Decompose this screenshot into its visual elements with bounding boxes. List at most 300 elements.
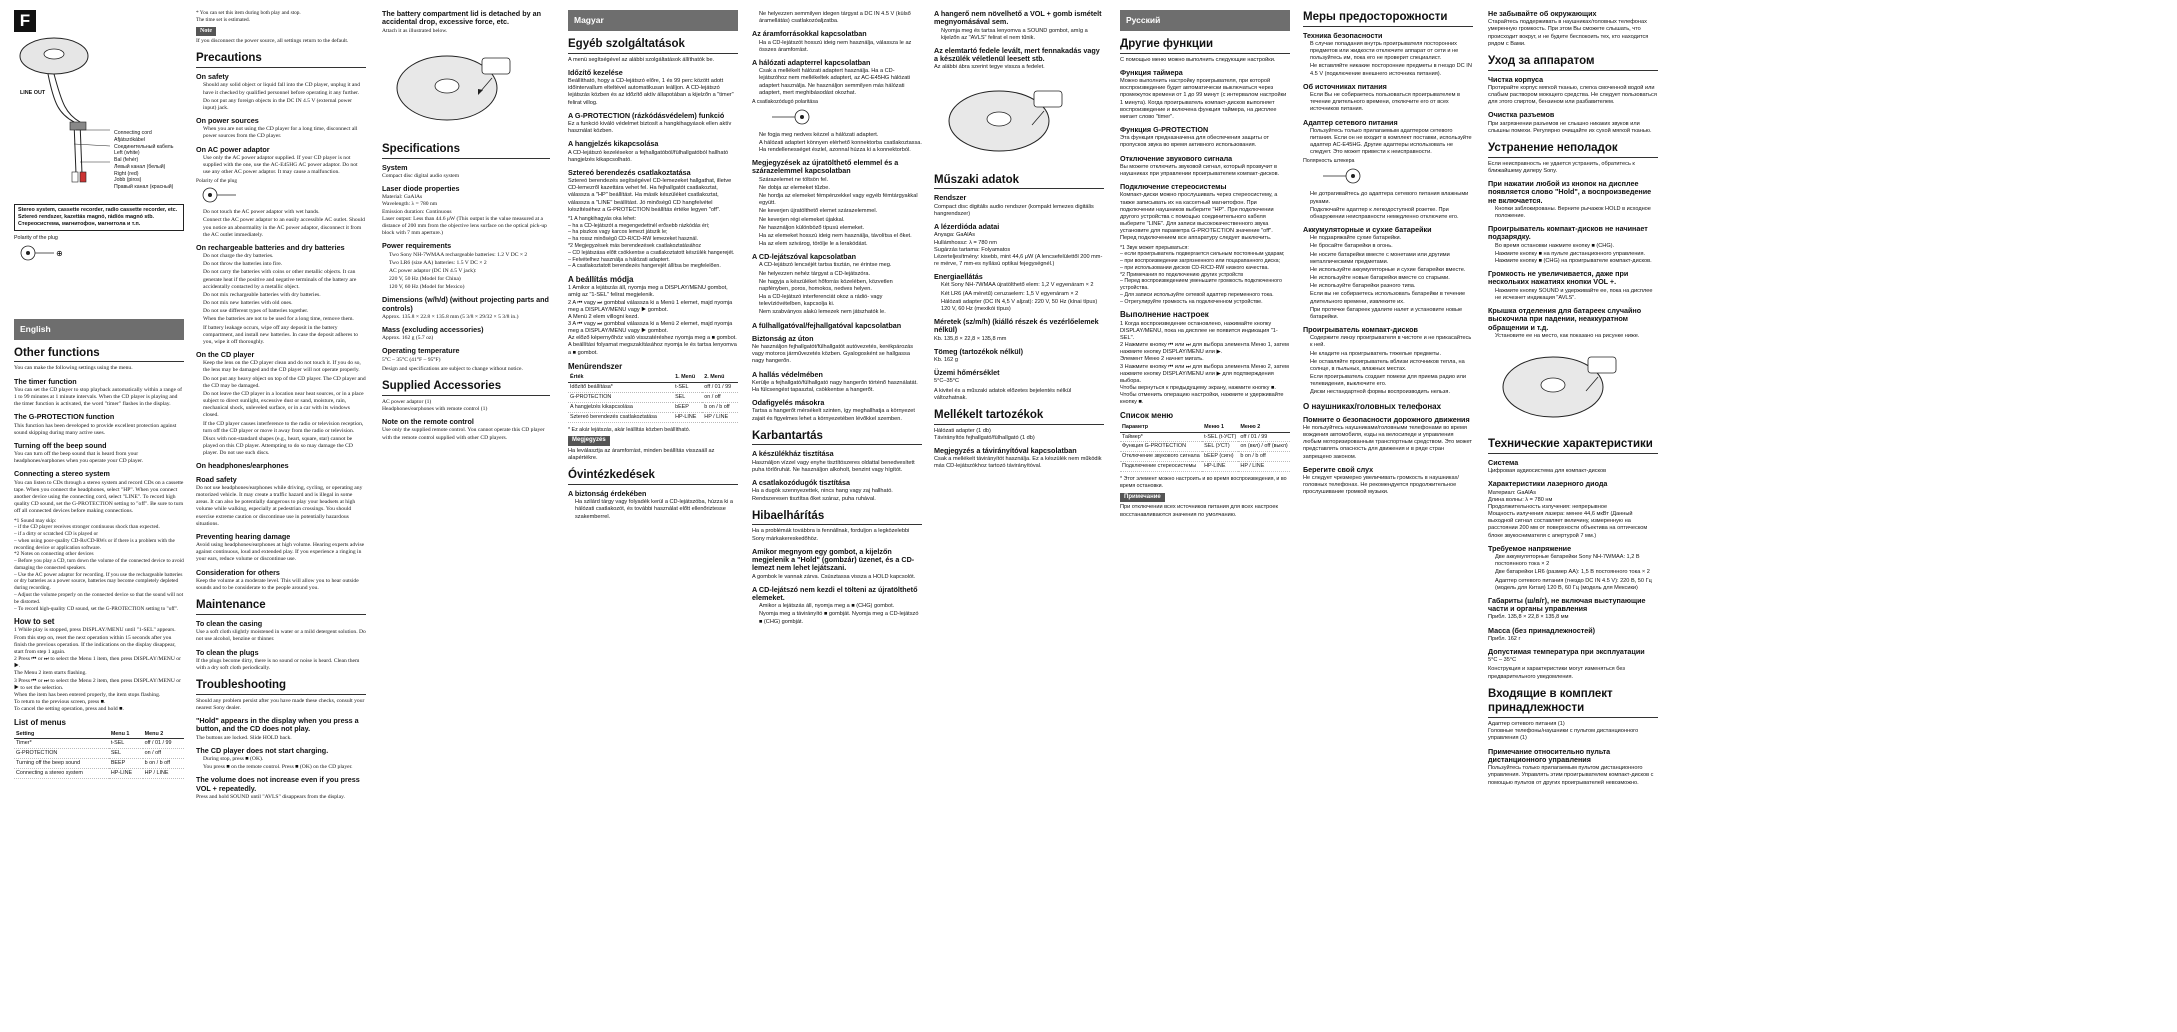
- heading: Mellékelt tartozékok: [934, 408, 1104, 425]
- section-band-english: English: [14, 319, 184, 340]
- note-line: – Отрегулируйте громкость на подключенном устройстве.: [1120, 298, 1263, 305]
- list-item: • Amikor a lejátszás áll, nyomja meg a ■ (CHG) gombot.: [759, 603, 922, 610]
- paragraph: Material: GaAlAs Wavelength: λ = 780 nm Emission duration: Continuous Laser output: Less than 44.6 μW (This output is the value measured at a distance of 200 mm from the objective lens surface on the optical pick-up block with 7 mm aperture.): [382, 194, 547, 237]
- heading: Адаптер сетевого питания: [1303, 117, 1398, 127]
- list-item: • Две аккумуляторные батарейки Sony NH-7WMAA: 1,2 В постоянного тока × 2: [1495, 554, 1658, 568]
- list-item: • When you are not using the CD player for a long time, disconnect all power sources from the CD player.: [203, 126, 366, 140]
- bullet-list: [934, 282, 1104, 313]
- heading: Об источниках питания: [1303, 81, 1387, 91]
- list-item: • Адаптер сетевого питания (гнездо DC IN 4.5 V): 220 В, 50 Гц (модель для Китая) 120 В, 60 Гц (модель для Мексики): [1495, 578, 1658, 592]
- table-header: 2. Menü: [702, 373, 738, 382]
- heading-road-safety: Road safety: [196, 474, 237, 484]
- table-header: Menu 1: [109, 730, 143, 739]
- paragraph: Цифровая аудиосистема для компакт-дисков: [1488, 468, 1607, 475]
- paragraph: При отключении всех источников питания для всех настроек восстанавливаются значения по умолчанию.: [1120, 504, 1278, 518]
- paragraph: Материал: GaAlAs Длина волны: λ = 780 нм Продолжительность излучения: непрерывное Мощность излучения лазера: менее 44,6 мкВт (Данный выходной сигнал составляет величину, измеренную на расстоянии 200 мм от поверхности объектива на оптическом блоке звукоснимателя с апертурой 7 мм.): [1488, 489, 1648, 539]
- note-line: – if the CD player receives stronger continuous shock than expected.: [14, 524, 160, 531]
- step: Az előző képernyőhöz való visszatéréshez nyomja meg a ■ gombot.: [568, 335, 737, 342]
- heading-other-functions: Other functions: [14, 346, 184, 363]
- heading: Méretek (sz/m/h) (kiálló részek és vezérlőelemek nélkül): [934, 317, 1099, 335]
- list-item: • Не кладите на проигрыватель тяжелые предметы.: [1310, 351, 1473, 358]
- table-cell: t-SEL (t-УСТ): [1202, 432, 1238, 442]
- paragraph: Avoid using headphones/earphones at high volume. Hearing experts advise against continuous, loud and extended play. If you experience a ringing in your ears, reduce volume or discontinue use.: [196, 542, 365, 563]
- bullet-list: [196, 155, 366, 176]
- notes-list: [1120, 245, 1290, 306]
- bullet-list: [1488, 333, 1658, 340]
- battery-lid-illustration: [382, 40, 532, 130]
- bullet-list: [382, 252, 550, 292]
- paragraph: The buttons are locked. Slide HOLD back.: [196, 734, 292, 741]
- callout: Afjátszókábel: [114, 136, 145, 143]
- column-7: [1120, 10, 1290, 1022]
- heading: A hangjelzés kikapcsolása: [568, 139, 659, 149]
- heading-system: System: [382, 162, 408, 172]
- table-row: [14, 739, 184, 749]
- list-item: • Кнопки заблокированы. Верните рычажок HOLD в исходное положение.: [1495, 206, 1658, 220]
- step: The Menu 2 item starts flashing.: [14, 670, 87, 677]
- paragraph: If you disconnect the power source, all settings return to the default.: [196, 38, 349, 45]
- heading: При нажатии любой из кнопок на дисплее появляется слово "Hold", а воспроизведение не включается.: [1488, 179, 1652, 205]
- step: From this step on, reset the next operation within 15 seconds after you finish the previous operation. If the indications on the display disappear, start from step 1 again.: [14, 634, 176, 655]
- plug-polarity-icon: [1303, 165, 1373, 187]
- heading-beep: Turning off the beep sound: [14, 440, 107, 450]
- callout: Right (red): [114, 170, 139, 177]
- note-line: – Перед воспроизведением уменьшите громкость подключенного устройства.: [1120, 278, 1282, 292]
- table-cell: SEL: [673, 392, 702, 402]
- heading-power-requirements: Power requirements: [382, 241, 452, 251]
- step: To cancel the setting operation, press and hold ■.: [14, 706, 124, 713]
- list-item: • Не дотрагивайтесь до адаптера сетевого питания влажными руками.: [1310, 191, 1473, 205]
- table-row: [14, 769, 184, 779]
- list-item: • Ne helyezzen nehéz tárgyat a CD-lejátszóra.: [759, 271, 922, 278]
- heading: Список меню: [1120, 411, 1174, 421]
- heading-precautions: Precautions: [196, 51, 366, 68]
- list-item: • Keep the lens on the CD player clean and do not touch it. If you do so, the lens may be damaged and the CD player will not operate properly.: [203, 360, 366, 374]
- heading: A fülhallgatóval/fejhallgatóval kapcsolatban: [752, 320, 902, 330]
- list-item: • Do not put any heavy object on top of the CD player. The CD player and the CD may be damaged.: [203, 376, 366, 390]
- steps-list: [1120, 321, 1290, 407]
- list-item: • Не оставляйте проигрыватель вблизи источников тепла, на солнце, в пыльных, влажных местах.: [1310, 359, 1473, 373]
- callout: Правый канал (красный): [114, 184, 174, 190]
- list-item: • Нажмите кнопку ■ на пульте дистанционного управления. Нажмите кнопку ■ (CHG) на проигрывателе компакт-дисков.: [1495, 251, 1658, 265]
- note-line: *2 Notes on connecting other devices: [14, 551, 94, 558]
- heading-no-charging: The CD player does not start charging.: [196, 745, 329, 755]
- heading: Megjegyzés a távirányítóval kapcsolatban: [934, 445, 1077, 455]
- table-cell: A hangjelzés kikapcsolása: [568, 402, 673, 412]
- note-line: – при использовании дисков CD-R/CD-RW низкого качества.: [1120, 264, 1269, 271]
- heading: A beállítás módja: [568, 275, 634, 285]
- paragraph: Ha a problémák továbbra is fennállnak, forduljon a legközelebbi Sony márkakereskedőhöz.: [752, 528, 910, 542]
- callout: Bal (fehér): [114, 157, 139, 163]
- paragraph: You can make the following settings using the menu.: [14, 365, 133, 372]
- plug-polarity-icon: [752, 106, 822, 128]
- note-line: – при воспроизведении загрязненного или поцарапанного диска;: [1120, 258, 1281, 265]
- heading-list-of-menus: List of menus: [14, 718, 67, 728]
- menu-table: [568, 373, 738, 423]
- paragraph: Press and hold SOUND until "AVLS" disappears from the display.: [196, 794, 345, 800]
- list-item: • Если вы не собираетесь использовать батарейки в течение длительного времени, извлеките их.: [1310, 291, 1473, 305]
- paragraph: AC power adaptor (1) Headphones/earphones with remote control (1): [382, 398, 488, 412]
- note-line: – Adjust the volume properly on the connected device so that the sound will not be distorted.: [14, 591, 184, 605]
- heading-hold: "Hold" appears in the display when you press a button, and the CD does not play.: [196, 716, 359, 734]
- heading: О наушниках/головных телефонах: [1303, 401, 1442, 411]
- heading: Az áramforrásokkal kapcsolatban: [752, 29, 867, 39]
- step: 1 Когда воспроизведение остановлено, нажимайте кнопку DISPLAY/MENU, пока на дисплее не появится индикация "1-SEL".: [1120, 320, 1278, 341]
- paragraph: Не следует чрезмерно увеличивать громкость в наушниках/головных телефонах. Не рекомендуется продолжительное прослушивание громкой музыки.: [1303, 475, 1459, 496]
- step: A beállítási folyamat megszakításához nyomja le és tartsa lenyomva a ■ gombot.: [568, 342, 737, 356]
- heading: A lézerdióda adatai: [934, 222, 1000, 232]
- heading: Megjegyzések az újratölthető elemmel és a szárazelemmel kapcsolatban: [752, 158, 899, 176]
- heading-how-to-set: How to set: [14, 617, 55, 627]
- list-item: • A hálózati adaptert könnyen elérhető konnektorba csatlakoztassa. Ha rendellenességet észlel, azonnal húzza ki a konnektorból.: [759, 140, 922, 154]
- heading-specifications: Specifications: [382, 142, 550, 159]
- heading: Громкость не увеличивается, даже при нескольких нажатиях кнопки VOL +.: [1488, 269, 1629, 287]
- paragraph: Не пользуйтесь наушниками/головными телефонами во время вождения автомобиля, езды на велосипеде и управления любым моторизированным транспортным средством. Это может представлять опасность для движения и в ряде стран запрещено законом.: [1303, 424, 1472, 460]
- list-item: • Во время остановки нажмите кнопку ■ (CHG).: [1495, 243, 1658, 250]
- list-item: • При протечке батареек удалите налет и установите новые батарейки.: [1310, 307, 1473, 321]
- bullet-list: [1488, 243, 1658, 265]
- table-row: [1120, 442, 1290, 452]
- list-item: • Если Вы не собираетесь пользоваться проигрывателем в течение длительного времени, отключите его от всех источников питания.: [1310, 92, 1473, 113]
- paragraph: Конструкция и характеристики могут изменяться без предварительного уведомления.: [1488, 666, 1625, 680]
- table-cell: Отключение звукового сигнала: [1120, 452, 1202, 462]
- steps-list: [568, 285, 738, 357]
- list-item: • Если проигрыватель создает помехи для приема радио или телевидения, выключите его.: [1310, 374, 1473, 388]
- heading: Система: [1488, 457, 1519, 467]
- list-item: • Connect the AC power adaptor to an easily accessible AC outlet. Should you notice an abnormality in the AC power adaptor, disconnect it from the AC outlet immediately.: [203, 217, 366, 238]
- list-item: • Use only the AC power adaptor supplied. If your CD player is not supplied with the one, use the AC-E45HG AC power adaptor. Do not use any other AC power adaptor. It may cause a malfunction.: [203, 155, 366, 176]
- table-cell: HP-LINE: [673, 412, 702, 422]
- paragraph: Hálózati adapter (1 db) Távirányítós fejhallgató/fülhallgató (1 db): [934, 427, 1035, 441]
- heading: Устранение неполадок: [1488, 141, 1658, 158]
- paragraph: A gombok le vannak zárva. Csúsztassa vissza a HOLD kapcsolót.: [752, 573, 916, 580]
- callout: Левый канал (белый): [114, 163, 166, 170]
- heading: Другие функции: [1120, 37, 1290, 54]
- polarity-label: Polarity of the plug: [14, 234, 58, 241]
- heading: Sztereó berendezés csatlakoztatása: [568, 167, 691, 177]
- list-item: • When the batteries are not to be used for a long time, remove them.: [203, 316, 366, 323]
- bullet-list: [752, 177, 922, 248]
- callout: Connecting cord: [114, 130, 152, 136]
- list-item: • Do not mix new batteries with old ones.: [203, 300, 366, 307]
- notes-list: [14, 518, 184, 613]
- heading-supplied-accessories: Supplied Accessories: [382, 379, 550, 396]
- heading-battery-lid: The battery compartment lid is detached by an accidental drop, excessive force, etc.: [382, 10, 541, 27]
- callout: Jobb (piros): [114, 177, 142, 184]
- heading: Időzítő kezelése: [568, 67, 623, 77]
- list-item: • Two LR6 (size AA) batteries: 1.5 V DC × 2: [389, 260, 550, 267]
- paragraph: Az alábbi ábra szerint tegye vissza a fedelet.: [934, 64, 1045, 71]
- bullet-list: [196, 126, 366, 140]
- paragraph: Пользуйтесь только прилагаемым пультом дистанционного управления. Управлять этим проигрывателем компакт-дисков с помощью пультов от других проигрывателей невозможно.: [1488, 765, 1654, 786]
- paragraph: Használjon vízzel vagy enyhe tisztítószeres oldattal benedvesített puha törlőruhát. Ne használjon alkoholt, benzint vagy hígítót.: [752, 459, 915, 473]
- bullet-list: [934, 28, 1104, 42]
- table-cell: G-PROTECTION: [568, 392, 673, 402]
- polarity-label: Polarity of the plug: [196, 178, 238, 185]
- paragraph: You can listen to CDs through a stereo system and record CDs on a cassette tape. When you connect the headphones, select "HP". When you connect another device using the connecting cord, select "LINE". To record high quality CD sound, set the G-PROTECTION setting to "off". Be sure to turn off all connected devices before making connections.: [14, 479, 184, 515]
- battery-lid-illustration: [1488, 345, 1638, 425]
- table-header: Меню 2: [1238, 423, 1290, 432]
- paragraph: Старайтесь поддерживать в наушниках/головных телефонах умеренную громкость. При этом Вы сможете слышать, что происходит вокруг, и не будете беспокоить тех, кто находится рядом с Вами.: [1488, 19, 1649, 47]
- table-header: Menu 2: [143, 730, 184, 739]
- heading-remote-note: Note on the remote control: [382, 417, 474, 427]
- table-cell: b on / b off: [702, 402, 738, 412]
- table-cell: HP / LINE: [1238, 462, 1290, 472]
- steps-list: [14, 627, 184, 713]
- heading-ac-adaptor: On AC power adaptor: [196, 144, 270, 154]
- paragraph: Прибл. 135,8 × 22,8 × 135,8 мм: [1488, 614, 1569, 621]
- list-item: • Не используйте батарейки разного типа.: [1310, 283, 1473, 290]
- list-item: • Do not charge the dry batteries.: [203, 253, 366, 260]
- table-cell: on / off: [702, 392, 738, 402]
- list-item: • Szárazelemet ne töltsön fel.: [759, 177, 922, 184]
- heading: Отключение звукового сигнала: [1120, 153, 1233, 163]
- paragraph: Attach it as illustrated below.: [382, 27, 448, 34]
- heading-headphones: On headphones/earphones: [196, 461, 289, 471]
- paragraph: Design and specifications are subject to change without notice.: [382, 365, 523, 372]
- battery-lid-illustration: [934, 77, 1084, 161]
- table-cell: off / 01 / 99: [143, 739, 184, 749]
- list-item: • Do not use different types of batteries together.: [203, 308, 366, 315]
- list-item: • Csak a mellékelt hálózati adaptert használja. Ha a CD-lejátszóhoz nem mellékeltek adaptert, az AC-E45HG hálózati adaptert használja. Ne használjon semmilyen más hálózati adaptert, mert meghibásodást okozhat.: [759, 68, 922, 97]
- table-cell: Turning off the beep sound: [14, 759, 109, 769]
- heading: Очистка разъемов: [1488, 110, 1555, 120]
- heading: A CD-lejátszó nem kezdi el tölteni az újratölthető elemeket.: [752, 584, 918, 602]
- step: Элемент Меню 2 начнет мигать.: [1120, 356, 1204, 363]
- note-line: *1 A hangkihagyás oka lehet:: [568, 215, 637, 222]
- column-1: [14, 10, 184, 1022]
- table-header: Параметр: [1120, 423, 1202, 432]
- table-cell: HP / LINE: [143, 769, 184, 779]
- heading: Не забывайте об окружающих: [1488, 10, 1597, 18]
- polarity-label: Полярность штекера: [1303, 158, 1355, 165]
- table-cell: off / 01 / 99: [1238, 432, 1290, 442]
- step: A Menü 2 elem villogni kezd.: [568, 313, 639, 320]
- heading: Tömeg (tartozékok nélkül): [934, 346, 1024, 356]
- heading: Energiaellátás: [934, 272, 983, 282]
- bullet-list: [1488, 288, 1658, 302]
- paragraph: A kivitel és a műszaki adatok előzetes bejelentés nélkül változhatnak.: [934, 387, 1072, 401]
- list-item: • Не бросайте батарейки в огонь.: [1310, 243, 1473, 250]
- list-item: • Nem szabványos alakú lemezek nem játszhatók le.: [759, 309, 922, 316]
- list-item: • Ha a CD-lejátszót hosszú ideig nem használja, válassza le az összes áramforrást.: [759, 40, 922, 54]
- paragraph: Sztereó berendezés segítségével CD-lemezeket hallgathat, illetve CD-lemezről kazettára vehet fel. Ha fejhallgatót csatlakoztat, válassza a "HP" beállítást. Ha másik készüléket csatlakoztat, válassza a "LINE" beállítást. Jó minőségű CD hangfelvétel készítéséhez a G-PROTECTION beállítás értéke legyen "off".: [568, 178, 732, 213]
- heading: A CD-lejátszóval kapcsolatban: [752, 252, 856, 262]
- paragraph: 5°C–35°C: [934, 378, 959, 385]
- paragraph: Csak a mellékelt távirányítót használja. Ez a készülék nem működik más CD-lejátszókhoz tartozó távirányítóval.: [934, 456, 1102, 470]
- heading: Проигрыватель компакт-дисков не начинает подзарядку.: [1488, 224, 1648, 242]
- step: To return to the previous screen, press ■.: [14, 699, 106, 706]
- note-line: – Before you play a CD, turn down the volume of the connected device to avoid damaging the connected speakers.: [14, 558, 184, 571]
- column-5: [752, 10, 922, 1022]
- callout: Соединительный кабель: [114, 143, 174, 150]
- heading: Menürendszer: [568, 361, 623, 371]
- paragraph: Эта функция предназначена для обеспечения защиты от пропусков звука во время активного использования.: [1120, 135, 1270, 149]
- table-cell: SEL: [109, 749, 143, 759]
- note-line: – A csatlakoztatott berendezés hangerejét állítsa be megfelelően.: [568, 263, 721, 270]
- bullet-list: [752, 262, 922, 316]
- bullet-list: [1303, 92, 1473, 113]
- heading: A G-PROTECTION (rázkódásvédelem) funkció: [568, 110, 725, 120]
- list-item: • Диски нестандартной формы воспроизводить нельзя.: [1310, 389, 1473, 396]
- heading-dimensions: Dimensions (w/h/d) (without projecting parts and controls): [382, 295, 549, 313]
- heading: Берегите свой слух: [1303, 464, 1374, 474]
- table-cell: off / 01 / 99: [702, 382, 738, 392]
- table-cell: SEL (УСТ): [1202, 442, 1238, 452]
- notes-list: [568, 216, 738, 270]
- table-cell: t-SEL: [109, 739, 143, 749]
- list-item: • Two Sony NH-7WMAA rechargeable batteries: 1.2 V DC × 2: [389, 252, 550, 259]
- table-cell: Timer*: [14, 739, 109, 749]
- step: Чтобы отменить операцию настройки, нажмите и удерживайте кнопку ■.: [1120, 392, 1284, 406]
- table-cell: BEEP: [109, 759, 143, 769]
- plug-polarity-icon: [14, 242, 74, 264]
- heading: Odafigyelés másokra: [752, 398, 825, 408]
- list-item: • Ha a CD-lejátszó interferenciát okoz a rádió- vagy televízióvételben, kapcsolja ki.: [759, 294, 922, 308]
- table-header: 1. Menü: [673, 373, 702, 382]
- heading: Крышка отделения для батареек случайно выскочила при падении, неаккуратном обращении и т.д.: [1488, 306, 1642, 332]
- list-item: • Две батарейки LR6 (размер АА): 1,5 В постоянного тока × 2: [1495, 569, 1658, 576]
- paragraph: При загрязнении разъемов не слышно никаких звуков или слышны помехи. Регулярно очищайте их сухой мягкой тканью.: [1488, 120, 1652, 134]
- heading: Műszaki adatok: [934, 173, 1104, 190]
- note-label: Note: [196, 27, 216, 37]
- list-item: • Ne hordja az elemeket fémpénzekkel vagy egyéb fémtárgyakkal együtt.: [759, 193, 922, 207]
- paragraph: С помощью меню можно выполнить следующие настройки.: [1120, 56, 1276, 63]
- heading-batteries: On rechargeable batteries and dry batteries: [196, 242, 345, 252]
- bullet-list: [196, 82, 366, 112]
- table-cell: HP-LINE: [1202, 462, 1238, 472]
- note-line: * Этот элемент можно настроить и во время воспроизведения, и во время остановки.: [1120, 476, 1287, 489]
- table-cell: Időzítő beállítása*: [568, 382, 673, 392]
- paragraph: Beállítható, hogy a CD-lejátszó előre, 1 és 99 perc között adott időintervallum elteltével automatikusan leálljon. A CD-lejátszó lejátszás közben és az időzítő aktív állapotában a kijelzőn a "timer" felirat villog.: [568, 78, 734, 106]
- list-item: • Не используйте аккумуляторные и сухие батарейки вместе.: [1310, 267, 1473, 274]
- paragraph: Kerülje a fejhallgató/fülhallgató nagy hangerőn történő használatát. Ha fülcsengést tapasztal, csökkentse a hangerőt.: [752, 379, 918, 394]
- heading: Примечание относительно пульта дистанционного управления: [1488, 746, 1611, 764]
- connection-callouts: [114, 130, 173, 191]
- list-item: • Ne keverjen régi elemeket újakkal.: [759, 217, 922, 224]
- list-item: • Ne hagyja a készüléket hőforrás közelében, közvetlen napfényben, poros, homokos, nedves helyen.: [759, 279, 922, 293]
- table-cell: G-PROTECTION: [14, 749, 109, 759]
- heading: Помните о безопасности дорожного движения: [1303, 414, 1470, 424]
- note-line: – Для записи используйте сетевой адаптер переменного тока.: [1120, 291, 1274, 298]
- table-row: [14, 749, 184, 759]
- heading-consideration: Consideration for others: [196, 567, 280, 577]
- list-item: • Установите ее на место, как показано на рисунке ниже.: [1495, 333, 1658, 340]
- paragraph: You can set the CD player to stop playback automatically within a range of 1 to 99 minutes at 1 minute intervals. When the CD player is playing and the timer function is activated, the word "timer" flashes in the display.: [14, 386, 182, 408]
- list-item: • Do not put any foreign objects in the DC IN 4.5 V (external power input) jack.: [203, 98, 366, 112]
- paragraph: Anyaga: GaAlAs Hullámhossz: λ = 780 nm Sugárzás tartama: Folyamatos Lézerteljesítmény: kisebb, mint 44,6 μW (A lencsefelülettől 200 mm-re mérve, 7 mm-es nyílású optikai fejegységnél.): [934, 232, 1103, 267]
- heading: A hálózati adapterrel kapcsolatban: [752, 57, 871, 67]
- heading-hearing: Preventing hearing damage: [196, 531, 291, 541]
- table-row: [14, 759, 184, 769]
- list-item: • Két Sony NH-7WMAA újratölthető elem: 1,2 V egyenáram × 2: [941, 282, 1104, 289]
- paragraph: Should any problem persist after you have made these checks, consult your nearest Sony dealer.: [196, 697, 365, 711]
- list-item: • Не используйте новые батарейки вместе со старыми.: [1310, 275, 1473, 282]
- bullet-list: [752, 11, 922, 25]
- column-6: [934, 10, 1104, 1022]
- list-item: • Do not throw the batteries into fire.: [203, 261, 366, 268]
- heading-laser: Laser diode properties: [382, 184, 460, 194]
- bullet-list: [1488, 206, 1658, 220]
- heading: Входящие в комплект принадлежности: [1488, 687, 1658, 718]
- list-item: • Do not carry the batteries with coins or other metallic objects. It can generate heat if the positive and negative terminals of the battery are accidentally contacted by a metallic object.: [203, 269, 366, 290]
- heading-volume: The volume does not increase even if you press VOL + repeatedly.: [196, 775, 360, 793]
- heading-cd-player: On the CD player: [196, 350, 255, 360]
- heading: Габариты (ш/в/г), не включая выступающие части и органы управления: [1488, 595, 1646, 614]
- paragraph: Адаптер сетевого питания (1) Головные телефоны/наушники с пультом дистанционного управления (1): [1488, 721, 1639, 742]
- table-row: [568, 402, 738, 412]
- step: 1 Amikor a lejátszás áll, nyomja meg a DISPLAY/MENU gombot, amíg az "1-SEL" felirat megjelenik.: [568, 285, 728, 299]
- list-item: • Ha az elem szivárog, törölje le a lerakódást.: [759, 241, 922, 248]
- list-item: • Ne helyezzen semmilyen idegen tárgyat a DC IN 4.5 V (külső áramellátás) csatlakozóaljzatba.: [759, 11, 922, 25]
- note-line: *2 Примечания по подключению других устройств: [1120, 271, 1244, 278]
- note-label: Примечание: [1120, 493, 1165, 503]
- table-cell: on / off: [143, 749, 184, 759]
- heading: Biztonság az úton: [752, 333, 814, 343]
- table-cell: HP / LINE: [702, 412, 738, 422]
- heading: Технические характеристики: [1488, 437, 1658, 454]
- heading: Масса (без принадлежностей): [1488, 625, 1596, 635]
- table-header: Меню 1: [1202, 423, 1238, 432]
- section-band-magyar: Magyar: [568, 10, 738, 31]
- note-line: The time set is estimated.: [196, 16, 250, 23]
- list-item: • Ne használjon különböző típusú elemeket.: [759, 225, 922, 232]
- menu-table: [14, 730, 184, 780]
- bullet-list: [752, 132, 922, 154]
- bullet-list: [1303, 41, 1473, 78]
- table-cell: bEEP (сигн): [1202, 452, 1238, 462]
- heading-power-sources: On power sources: [196, 115, 259, 125]
- page-letter-badge: F: [14, 10, 36, 32]
- note-line: – Use the AC power adaptor for recording. If you use the rechargeable batteries or dry batteries as a power source, batteries may become completely depleted during recording.: [14, 571, 183, 592]
- heading: Характеристики лазерного диода: [1488, 479, 1608, 489]
- paragraph: Compact disc digitális audio rendszer (kompakt lemezes digitális hangrendszer): [934, 203, 1094, 217]
- bullet-list: [1303, 235, 1473, 321]
- paragraph: Ne használjon fejhallgatót/fülhallgatót autóvezetés, kerékpározás vagy motoros járművezetés közben. Gyalogosként se hallgassa nagy hangerőn.: [752, 344, 914, 365]
- table-header: Setting: [14, 730, 109, 739]
- bullet-list: [196, 253, 366, 346]
- list-item: • Should any solid object or liquid fall into the CD player, unplug it and have it checked by qualified personnel before operating it any further.: [203, 82, 366, 96]
- paragraph: Ez a funkció kiváló védelmet biztosít a hangkihagyások ellen aktív használat közben.: [568, 120, 732, 135]
- heading: Az elemtartó fedele levált, mert fennakadás vagy a készülék véletlenül leesett stb.: [934, 45, 1100, 64]
- table-cell: b on / b off: [1238, 452, 1290, 462]
- note-line: * You can set this item during both play and stop.: [196, 10, 301, 16]
- note-line: *2 Megjegyzések más berendezések csatlakoztatásához: [568, 242, 702, 249]
- list-item: • Не вставляйте никакие посторонние предметы в гнездо DC IN 4.5 V (подключение внешнего источника питания).: [1310, 63, 1473, 77]
- heading: Karbantartás: [752, 429, 922, 446]
- list-item: • Do not mix rechargeable batteries with dry batteries.: [203, 292, 366, 299]
- heading: Подключение стереосистемы: [1120, 182, 1227, 192]
- bullet-list: [196, 756, 366, 771]
- heading: Уход за аппаратом: [1488, 54, 1658, 71]
- heading-safety: On safety: [196, 72, 229, 82]
- list-item: • A CD-lejátszó lencséjét tartsa tisztán, ne érintse meg.: [759, 262, 922, 269]
- column-8: [1303, 10, 1473, 1022]
- paragraph: Do not use headphones/earphones while driving, cycling, or operating any motorized vehicle. It may create a traffic hazard and is illegal in some areas. It can also be potentially dangerous to play your headsets at high volume while walking, especially at pedestrian crossings. You should exercise extreme caution or discontinue use in potentially hazardous situations.: [196, 484, 363, 527]
- table-cell: HP-LINE: [109, 769, 143, 779]
- heading: A csatlakozódugók tisztítása: [752, 478, 850, 488]
- stereo-system-box: Stereo system, cassette recorder, radio cassette recorder, etc. Sztereó rendszer, kazettás magnó, rádiós magnó stb. Стереосистема, магнитофон, магнитола и т.п.: [14, 204, 184, 231]
- note-line: – ha rossz minőségű CD-R/CD-RW lemezeket használ.: [568, 236, 699, 243]
- list-item: • If the CD player causes interference to the radio or television reception, turn off the CD player or move it away from the radio or television.: [203, 421, 366, 435]
- heading-troubleshooting: Troubleshooting: [196, 678, 366, 695]
- heading: Меры предосторожности: [1303, 10, 1473, 27]
- list-item: • Нажмите кнопку SOUND и удерживайте ее, пока на дисплее не исчезнет индикация "AVLS".: [1495, 288, 1658, 302]
- paragraph: You can turn off the beep sound that is heard from your headphones/earphones when you operate your CD player.: [14, 451, 144, 465]
- list-item: • Ha szilárd tárgy vagy folyadék kerül a CD-lejátszóba, húzza ki a hálózati csatlakozót, és további használat előtt ellenőriztesse szakemberrel.: [575, 499, 738, 520]
- heading: A hangerő nem növelhető a VOL + gomb ismételt megnyomásával sem.: [934, 10, 1102, 27]
- list-item: • Két LR6 (AA méretű) ceruzaelem: 1,5 V egyenáram × 2: [941, 291, 1104, 298]
